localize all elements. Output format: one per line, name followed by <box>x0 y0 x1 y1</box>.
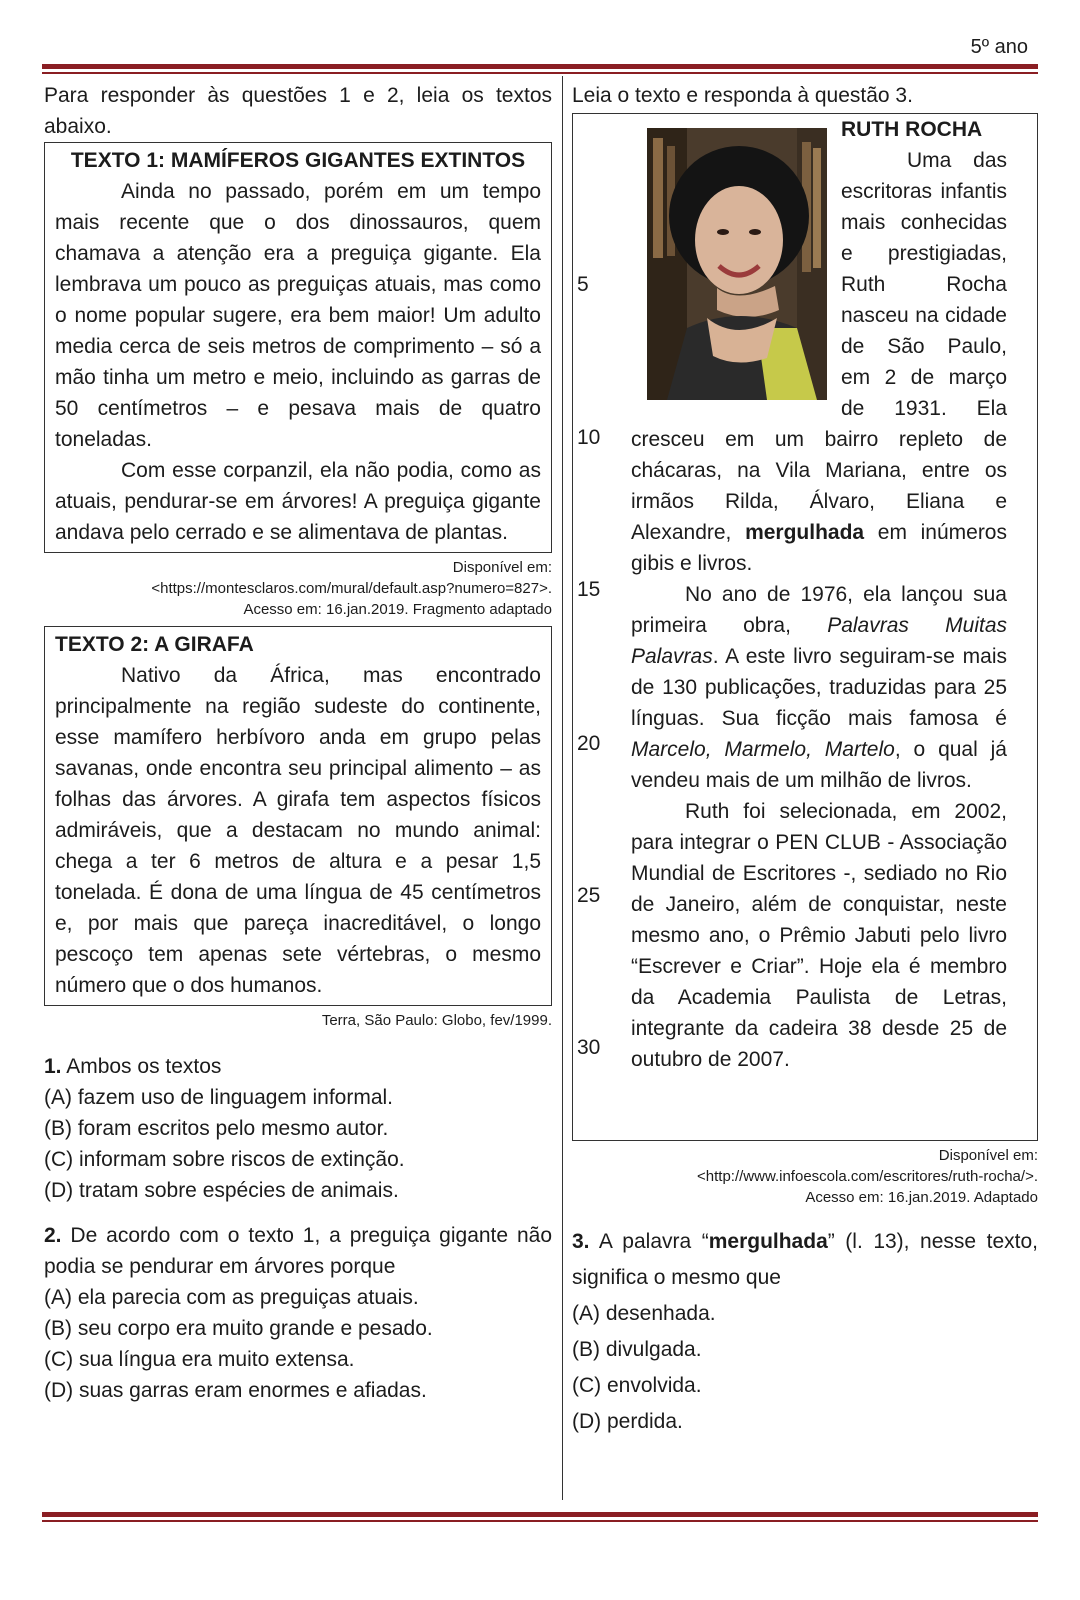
ruth-source-line3: Acesso em: 16.jan.2019. Adaptado <box>805 1189 1038 1206</box>
q2-option-a[interactable]: (A) ela parecia com as preguiças atuais. <box>44 1286 419 1309</box>
q1-number: 1. <box>44 1055 62 1078</box>
line-number-10: 10 <box>577 426 601 449</box>
q1-option-a[interactable]: (A) fazem uso de linguagem informal. <box>44 1086 393 1109</box>
text1-source-line1: Disponível em: <box>452 559 552 576</box>
book-title-2: Marcelo, Marmelo, Martelo <box>631 738 895 761</box>
q2-number: 2. <box>44 1224 62 1247</box>
ruth-source-line2: <http://www.infoescola.com/escritores/ruth-rocha/>. <box>697 1168 1038 1185</box>
text2-box <box>44 626 552 1006</box>
text1-box <box>44 142 552 553</box>
left-column <box>44 80 552 1406</box>
q3-number: 3. <box>572 1230 590 1253</box>
right-intro: Leia o texto e responda à questão 3. <box>572 84 913 107</box>
text1-paragraph-1: Ainda no passado, porém em um tempo mais recente que o dos dinossauros, quem chamava a atenção era a preguiça gigante. Ela lembrava um pouco as preguiças atuais, mas como o nome popular sugere, era bem maior! Um adulto media cerca de seis metros de comprimento – só a mão tinha um metro e meio, incluindo as garras de 50 centímetros – e pesava mais de quatro toneladas. <box>55 180 541 451</box>
line-number-5: 5 <box>577 273 589 296</box>
ruth-paragraph-2: No ano de 1976, ela lançou sua primeira obra, Palavras Muitas Palavras. A este livro seguiram-se mais de 130 publicações, traduzidas para 25 línguas. Sua ficção mais famosa é Marcelo, Marmelo, Martelo, o qual já vendeu mais de um milhão de livros. <box>631 583 1007 792</box>
ruth-source-line1: Disponível em: <box>938 1147 1038 1164</box>
top-rule <box>42 64 1038 69</box>
text2-title: TEXTO 2: A GIRAFA <box>55 633 254 656</box>
ruth-rocha-box <box>572 113 1038 1141</box>
q3-option-c[interactable]: (C) envolvida. <box>572 1374 702 1397</box>
text1-source-line3: Acesso em: 16.jan.2019. Fragmento adaptado <box>243 601 552 618</box>
text1-source <box>44 557 552 620</box>
top-rule-thin <box>42 72 1038 74</box>
q1-option-c[interactable]: (C) informam sobre riscos de extinção. <box>44 1148 405 1171</box>
question-3: 3. A palavra “mergulhada” (l. 13), nesse texto, significa o mesmo que (A) desenhada. (B) divulgada. (C) envolvida. (D) perdida. <box>572 1224 1038 1440</box>
q3-option-b[interactable]: (B) divulgada. <box>572 1338 702 1361</box>
line-number-20: 20 <box>577 732 601 755</box>
column-divider <box>562 76 563 1500</box>
line-number-30: 30 <box>577 1036 601 1059</box>
q1-option-b[interactable]: (B) foram escritos pelo mesmo autor. <box>44 1117 389 1140</box>
q2-stem: De acordo com o texto 1, a preguiça gigante não podia se pendurar em árvores porque <box>44 1224 552 1278</box>
text1-paragraph-2: Com esse corpanzil, ela não podia, como as atuais, pendurar-se em árvores! A preguiça gigante andava pelo cerrado e se alimentava de plantas. <box>55 459 541 544</box>
bottom-rule <box>42 1512 1038 1517</box>
q1-option-d[interactable]: (D) tratam sobre espécies de animais. <box>44 1179 399 1202</box>
question-2 <box>44 1220 552 1406</box>
ruth-rocha-title: RUTH ROCHA <box>841 118 983 141</box>
q1-stem: Ambos os textos <box>66 1055 222 1078</box>
ruth-source <box>572 1145 1038 1208</box>
text1-title: TEXTO 1: MAMÍFEROS GIGANTES EXTINTOS <box>70 149 526 172</box>
q2-option-d[interactable]: (D) suas garras eram enormes e afiadas. <box>44 1379 427 1402</box>
q3-option-d[interactable]: (D) perdida. <box>572 1410 683 1433</box>
question-1 <box>44 1051 552 1206</box>
text1-source-line2: <https://montesclaros.com/mural/default.asp?numero=827>. <box>151 580 552 597</box>
line-number-25: 25 <box>577 884 601 907</box>
portrait-image <box>647 128 827 400</box>
book-title-1: Palavras Muitas Palavras <box>631 614 1007 668</box>
ruth-paragraph-1: Uma das escritoras infantis mais conhecidas e prestigiadas, Ruth Rocha nasceu na cidade de São Paulo, em 2 de março de 1931. Ela cresceu em um bairro repleto de chácaras, na Vila Mariana, entre os irmãos Rilda, Álvaro, Eliana e Alexandre, mergulhada em inúmeros gibis e livros. <box>631 149 1007 575</box>
q3-option-a[interactable]: (A) desenhada. <box>572 1302 716 1325</box>
q2-option-c[interactable]: (C) sua língua era muito extensa. <box>44 1348 355 1371</box>
right-column <box>572 80 1038 1440</box>
left-intro: Para responder às questões 1 e 2, leia os textos abaixo. <box>44 84 552 138</box>
bottom-rule-thin <box>42 1520 1038 1522</box>
q2-option-b[interactable]: (B) seu corpo era muito grande e pesado. <box>44 1317 433 1340</box>
ruth-rocha-photo <box>647 128 827 400</box>
ruth-paragraph-3: Ruth foi selecionada, em 2002, para integrar o PEN CLUB - Associação Mundial de Escritores -, sediado no Rio de Janeiro, além de conquistar, neste mesmo ano, o Prêmio Jabuti pelo livro “Escrever e Criar”. Hoje ela é membro da Academia Paulista de Letras, integrante da cadeira 38 desde 25 de outubro de 2007. <box>631 800 1007 1071</box>
line-number-15: 15 <box>577 578 601 601</box>
q3-keyword: mergulhada <box>708 1230 828 1253</box>
word-mergulhada: mergulhada <box>745 521 865 544</box>
text2-paragraph-1: Nativo da África, mas encontrado principalmente na região sudeste do continente, esse mamífero herbívoro anda em grupo pelas savanas, onde encontra seu principal alimento – as folhas das árvores. A girafa tem aspectos físicos admiráveis, que a destacam no mundo animal: chega a ter 6 metros de altura e a pesar 1,5 tonelada. É dona de uma língua de 45 centímetros e, por mais que pareça inacreditável, o longo pescoço tem apenas sete vértebras, o mesmo número que o dos humanos. <box>55 664 541 997</box>
grade-label: 5º ano <box>970 36 1028 58</box>
text2-source: Terra, São Paulo: Globo, fev/1999. <box>321 1012 552 1029</box>
